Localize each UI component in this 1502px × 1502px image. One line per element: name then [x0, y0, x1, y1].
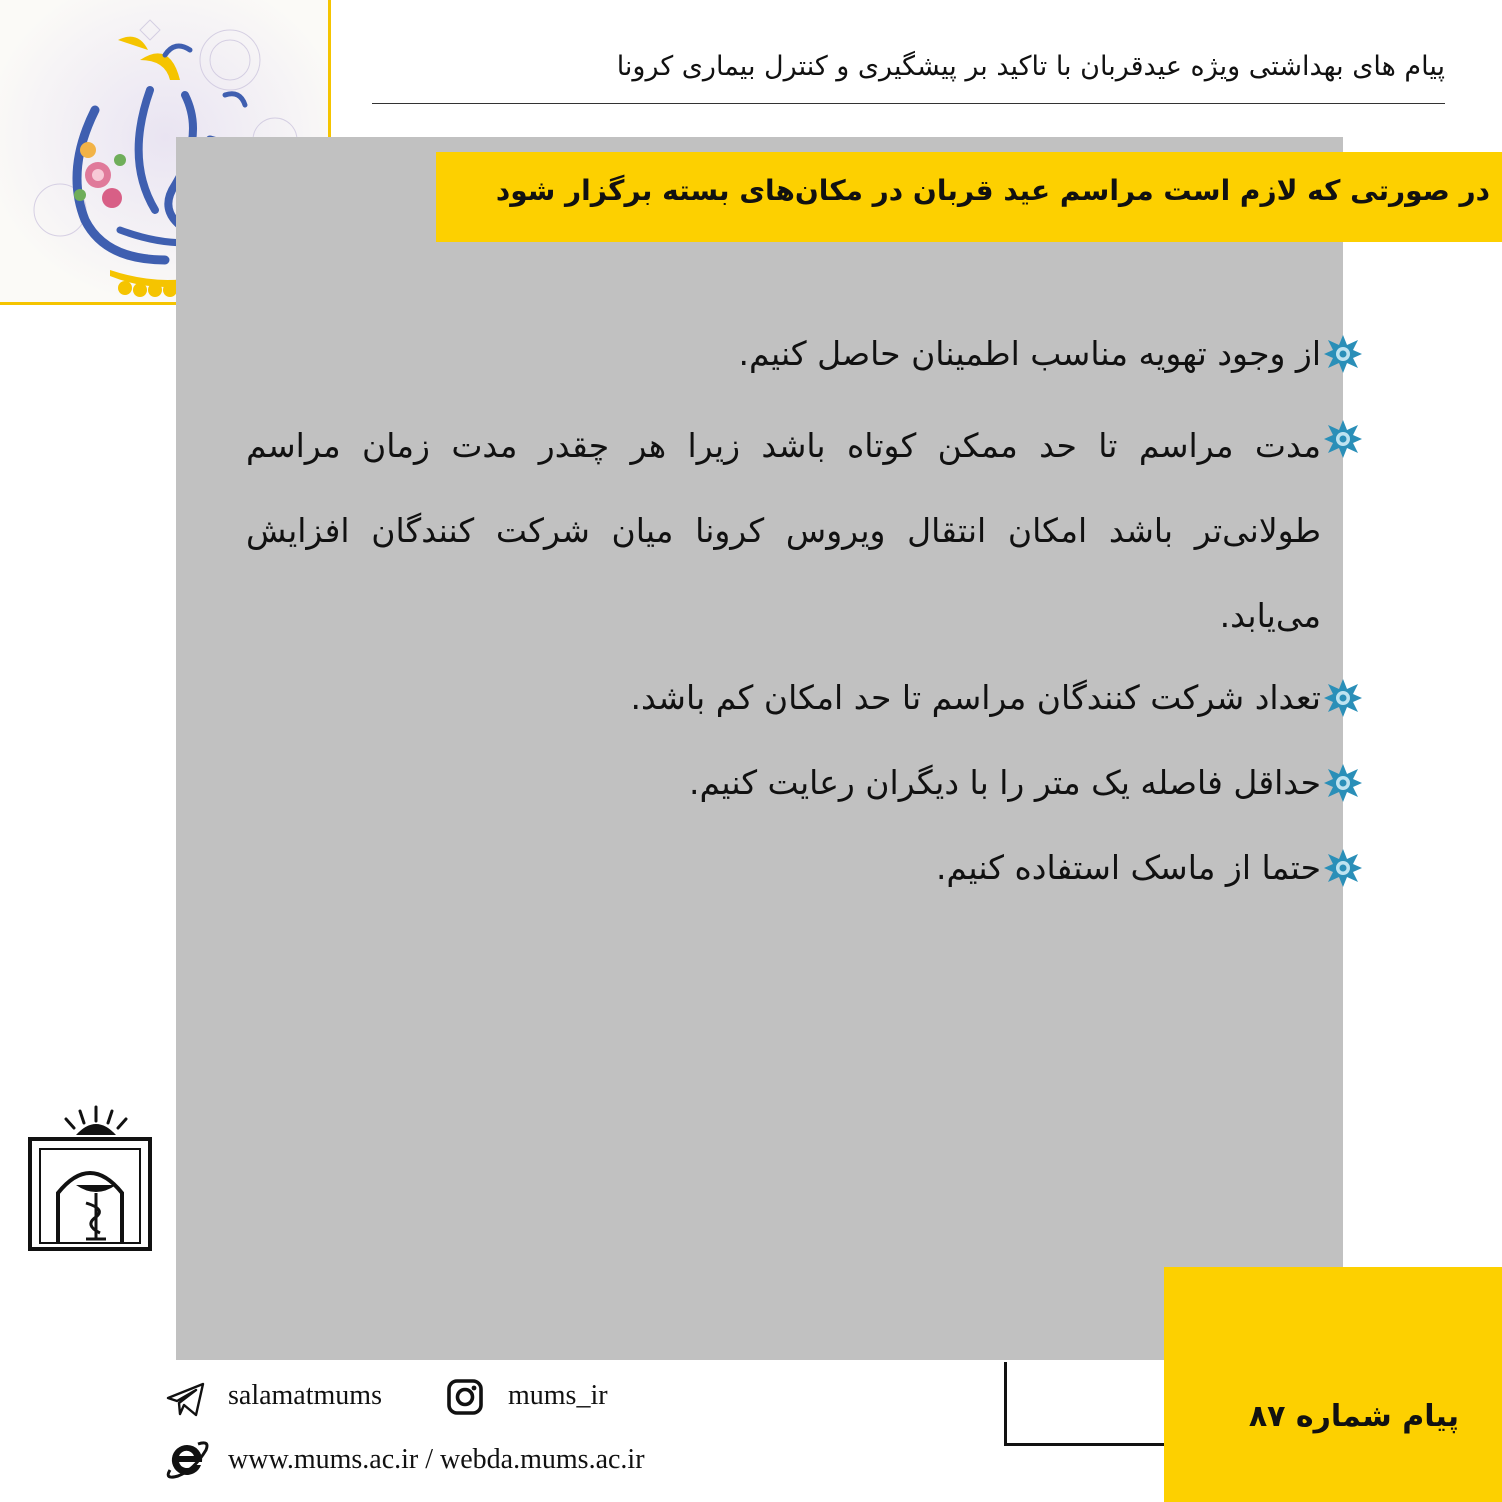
message-number: پیام شماره ۸۷ [1248, 1399, 1459, 1434]
star-ornament-icon [1321, 662, 1365, 734]
internet-explorer-icon [166, 1440, 210, 1484]
bullet-text: تعداد شرکت کنندگان مراسم تا حد امکان کم باشد. [630, 678, 1321, 717]
heading-banner [436, 152, 1502, 242]
telegram-icon [166, 1382, 206, 1422]
instagram-icon [446, 1378, 484, 1420]
star-ornament-icon [1321, 318, 1365, 390]
university-logo [14, 1105, 166, 1345]
bullet-text: مدت مراسم تا حد ممکن کوتاه باشد زیرا هر چقدر مدت زمان مراسم طولانی‌تر باشد امکان انتقال ویروس کرونا میان شرکت کنندگان افزایش می‌یابد. [246, 426, 1321, 635]
message-frame [1004, 1362, 1174, 1446]
bullet-list [230, 318, 1365, 917]
star-ornament-icon [1321, 832, 1365, 904]
bullet-item [230, 662, 1365, 734]
bullet-text: از وجود تهویه مناسب اطمینان حاصل کنیم. [738, 334, 1321, 373]
instagram-handle[interactable]: mums_ir [508, 1380, 608, 1411]
bullet-item [230, 318, 1365, 390]
star-ornament-icon [1321, 747, 1365, 819]
bullet-item [230, 832, 1365, 904]
star-ornament-icon [1321, 403, 1365, 475]
telegram-handle[interactable]: salamatmums [228, 1380, 382, 1411]
bullet-item [230, 747, 1365, 819]
banner-heading: در صورتی که لازم است مراسم عید قربان در مکان‌های بسته برگزار شود [495, 174, 1490, 207]
bullet-item [230, 403, 1365, 658]
message-number-block [1164, 1267, 1502, 1502]
page-title: پیام های بهداشتی ویژه عیدقربان با تاکید بر پیشگیری و کنترل بیماری کرونا [616, 51, 1445, 82]
bullet-text: حتما از ماسک استفاده کنیم. [935, 848, 1321, 887]
bullet-text: حداقل فاصله یک متر را با دیگران رعایت کنیم. [688, 763, 1321, 802]
website-links[interactable]: www.mums.ac.ir / webda.mums.ac.ir [228, 1444, 645, 1475]
page-header [372, 45, 1445, 104]
